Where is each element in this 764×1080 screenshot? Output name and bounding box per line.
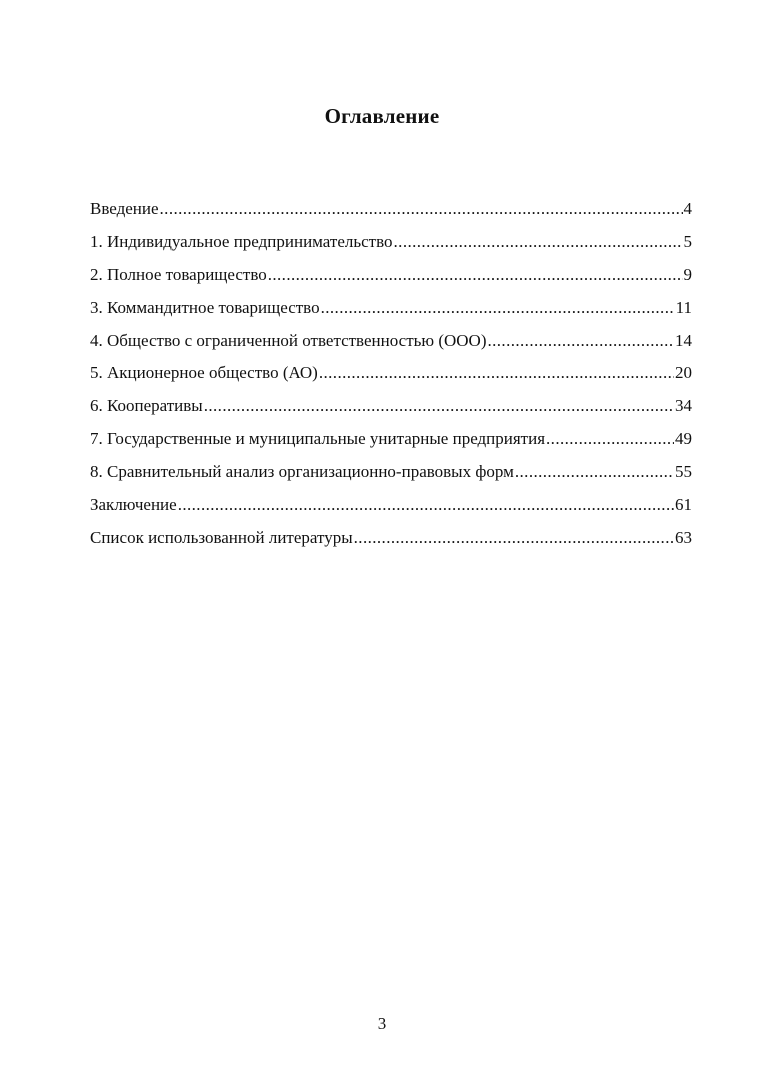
- toc-entry-page: 20: [675, 363, 692, 383]
- toc-entry-label: 1. Индивидуальное предпринимательство: [90, 231, 393, 251]
- toc-entry-label: Введение: [90, 199, 159, 218]
- toc-entry-2: [90, 263, 692, 296]
- toc-dot-leader: [178, 493, 674, 517]
- toc-dot-leader: [354, 526, 674, 550]
- toc-entry-page: 5: [683, 231, 692, 251]
- toc-dot-leader: [268, 263, 683, 287]
- toc-entry-4: [90, 329, 692, 362]
- toc-entry-label: 3. Коммандитное товарищество: [90, 297, 320, 317]
- toc-entry-label: Заключение: [90, 495, 177, 515]
- toc-entry-page: 55: [675, 462, 692, 482]
- toc-entry-5: [90, 361, 692, 394]
- toc-dot-leader: [204, 394, 674, 418]
- toc-entry-label: 4. Общество с ограниченной ответственностью (ООО): [90, 330, 487, 350]
- toc-entry-label: 5. Акционерное общество (АО): [90, 363, 318, 383]
- toc-entry-introduction: [90, 197, 692, 230]
- toc-dot-leader: [515, 460, 674, 484]
- toc-entry-6: [90, 394, 692, 427]
- page-number: 3: [377, 1014, 387, 1033]
- toc-entry-label: 6. Кооперативы: [90, 396, 203, 416]
- toc-entry-conclusion: [90, 493, 692, 526]
- page-title: Оглавление: [324, 104, 440, 128]
- toc-entry-page: 9: [683, 264, 692, 284]
- toc-entry-page: 61: [675, 495, 692, 515]
- toc-entry-page: 49: [675, 429, 692, 449]
- toc-dot-leader: [160, 197, 683, 221]
- toc-entry-1: [90, 230, 692, 263]
- toc-entry-page: 14: [675, 330, 692, 350]
- toc-entry-3: [90, 296, 692, 329]
- toc-entry-7: [90, 427, 692, 460]
- table-of-contents: [90, 197, 692, 559]
- toc-entry-label: Список использованной литературы: [90, 527, 353, 547]
- toc-entry-page: 4: [683, 199, 692, 218]
- toc-dot-leader: [319, 361, 674, 385]
- toc-dot-leader: [487, 329, 674, 353]
- toc-dot-leader: [321, 296, 675, 320]
- toc-entry-8: [90, 460, 692, 493]
- toc-entry-references: [90, 526, 692, 559]
- toc-entry-page: 34: [675, 396, 692, 416]
- toc-entry-page: 63: [675, 527, 692, 547]
- toc-entry-label: 7. Государственные и муниципальные унитарные предприятия: [90, 429, 546, 449]
- toc-dot-leader: [394, 230, 683, 254]
- toc-dot-leader: [546, 427, 674, 451]
- toc-entry-label: 8. Сравнительный анализ организационно-правовых форм: [90, 462, 514, 482]
- toc-entry-page: 11: [675, 297, 692, 317]
- toc-entry-label: 2. Полное товарищество: [90, 264, 267, 284]
